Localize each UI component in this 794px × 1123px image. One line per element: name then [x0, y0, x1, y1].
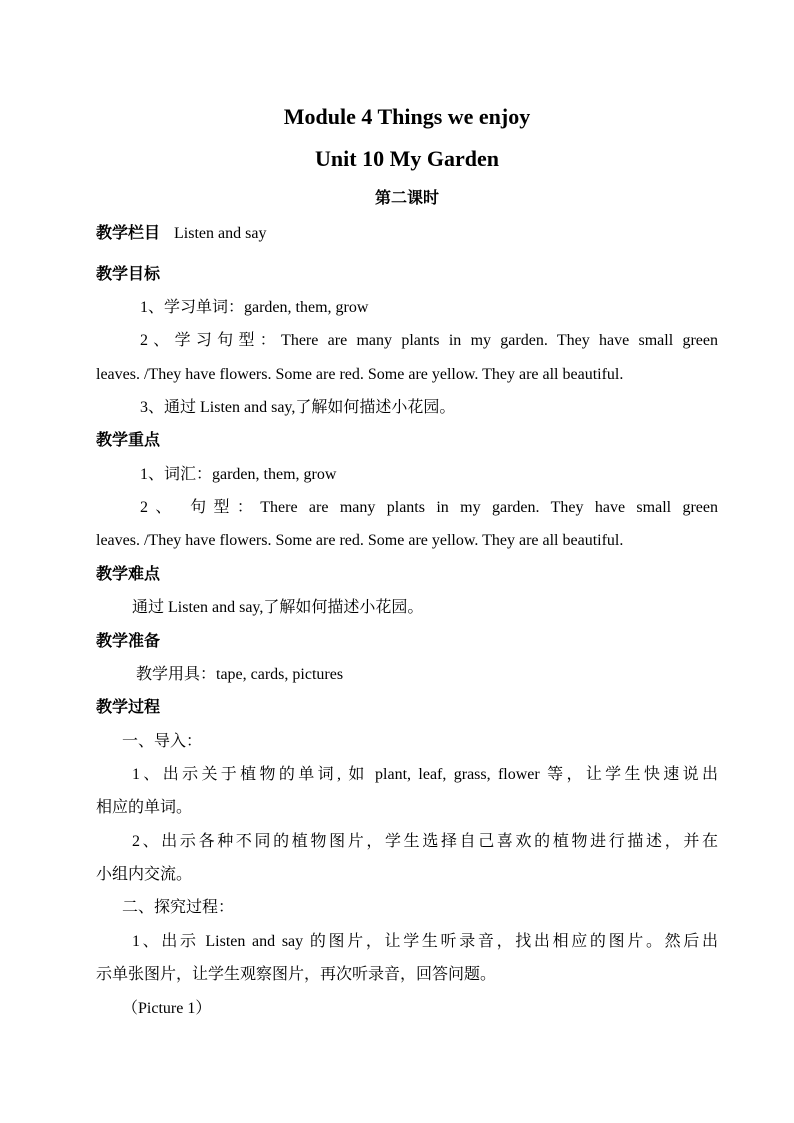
key-point-item-1: 1、词汇：garden, them, grow	[140, 466, 337, 483]
goal-item-2-line-2: leaves. /They have flowers. Some are red. Some are yellow. They are all beautiful.	[96, 366, 624, 383]
preparation-text: 教学用具：tape, cards, pictures	[136, 666, 344, 683]
difficulties-heading: 教学难点	[96, 566, 161, 583]
lesson-number: 第二课时	[374, 190, 439, 207]
process-heading: 教学过程	[96, 699, 161, 716]
process-part-2-item-1-line-2: 示单张图片，让学生观察图片，再次听录音，回答问题。	[96, 966, 497, 983]
teaching-column-value: Listen and say	[174, 225, 267, 242]
process-part-1-title: 一、导入：	[122, 733, 203, 750]
process-part-1-item-1-line-2: 相应的单词。	[96, 799, 193, 816]
teaching-column-label: 教学栏目	[96, 225, 161, 242]
process-part-2-item-1-line-1: 1、出示 Listen and say 的图片，让学生听录音，找出相应的图片。然后出	[132, 933, 718, 950]
key-point-item-2-line-1: 2、 句型：There are many plants in my garden. They have small green	[140, 499, 718, 516]
goal-item-2-line-1: 2、学习句型：There are many plants in my garden. They have small green	[140, 332, 718, 349]
teaching-column-row	[96, 223, 266, 245]
unit-title: Unit 10 My Garden	[315, 146, 499, 171]
document-title: Module 4 Things we enjoy	[283, 104, 531, 129]
goals-heading: 教学目标	[96, 266, 161, 283]
process-part-1-item-2-line-2: 小组内交流。	[96, 866, 193, 883]
key-point-item-2-line-2: leaves. /They have flowers. Some are red. Some are yellow. They are all beautiful.	[96, 532, 624, 549]
process-part-1-item-2-line-1: 2、出示各种不同的植物图片，学生选择自己喜欢的植物进行描述，并在	[132, 833, 718, 850]
difficulties-text: 通过 Listen and say,了解如何描述小花园。	[132, 599, 424, 616]
picture-label: （Picture 1）	[122, 1000, 212, 1017]
key-points-heading: 教学重点	[96, 432, 161, 449]
process-part-2-title: 二、探究过程：	[122, 899, 235, 916]
goal-item-3: 3、通过 Listen and say,了解如何描述小花园。	[140, 399, 456, 416]
goal-item-1: 1、学习单词：garden, them, grow	[140, 299, 369, 316]
preparation-heading: 教学准备	[96, 633, 161, 650]
process-part-1-item-1-line-1: 1、出示关于植物的单词, 如 plant, leaf, grass, flower 等，让学生快速说出	[132, 766, 718, 783]
